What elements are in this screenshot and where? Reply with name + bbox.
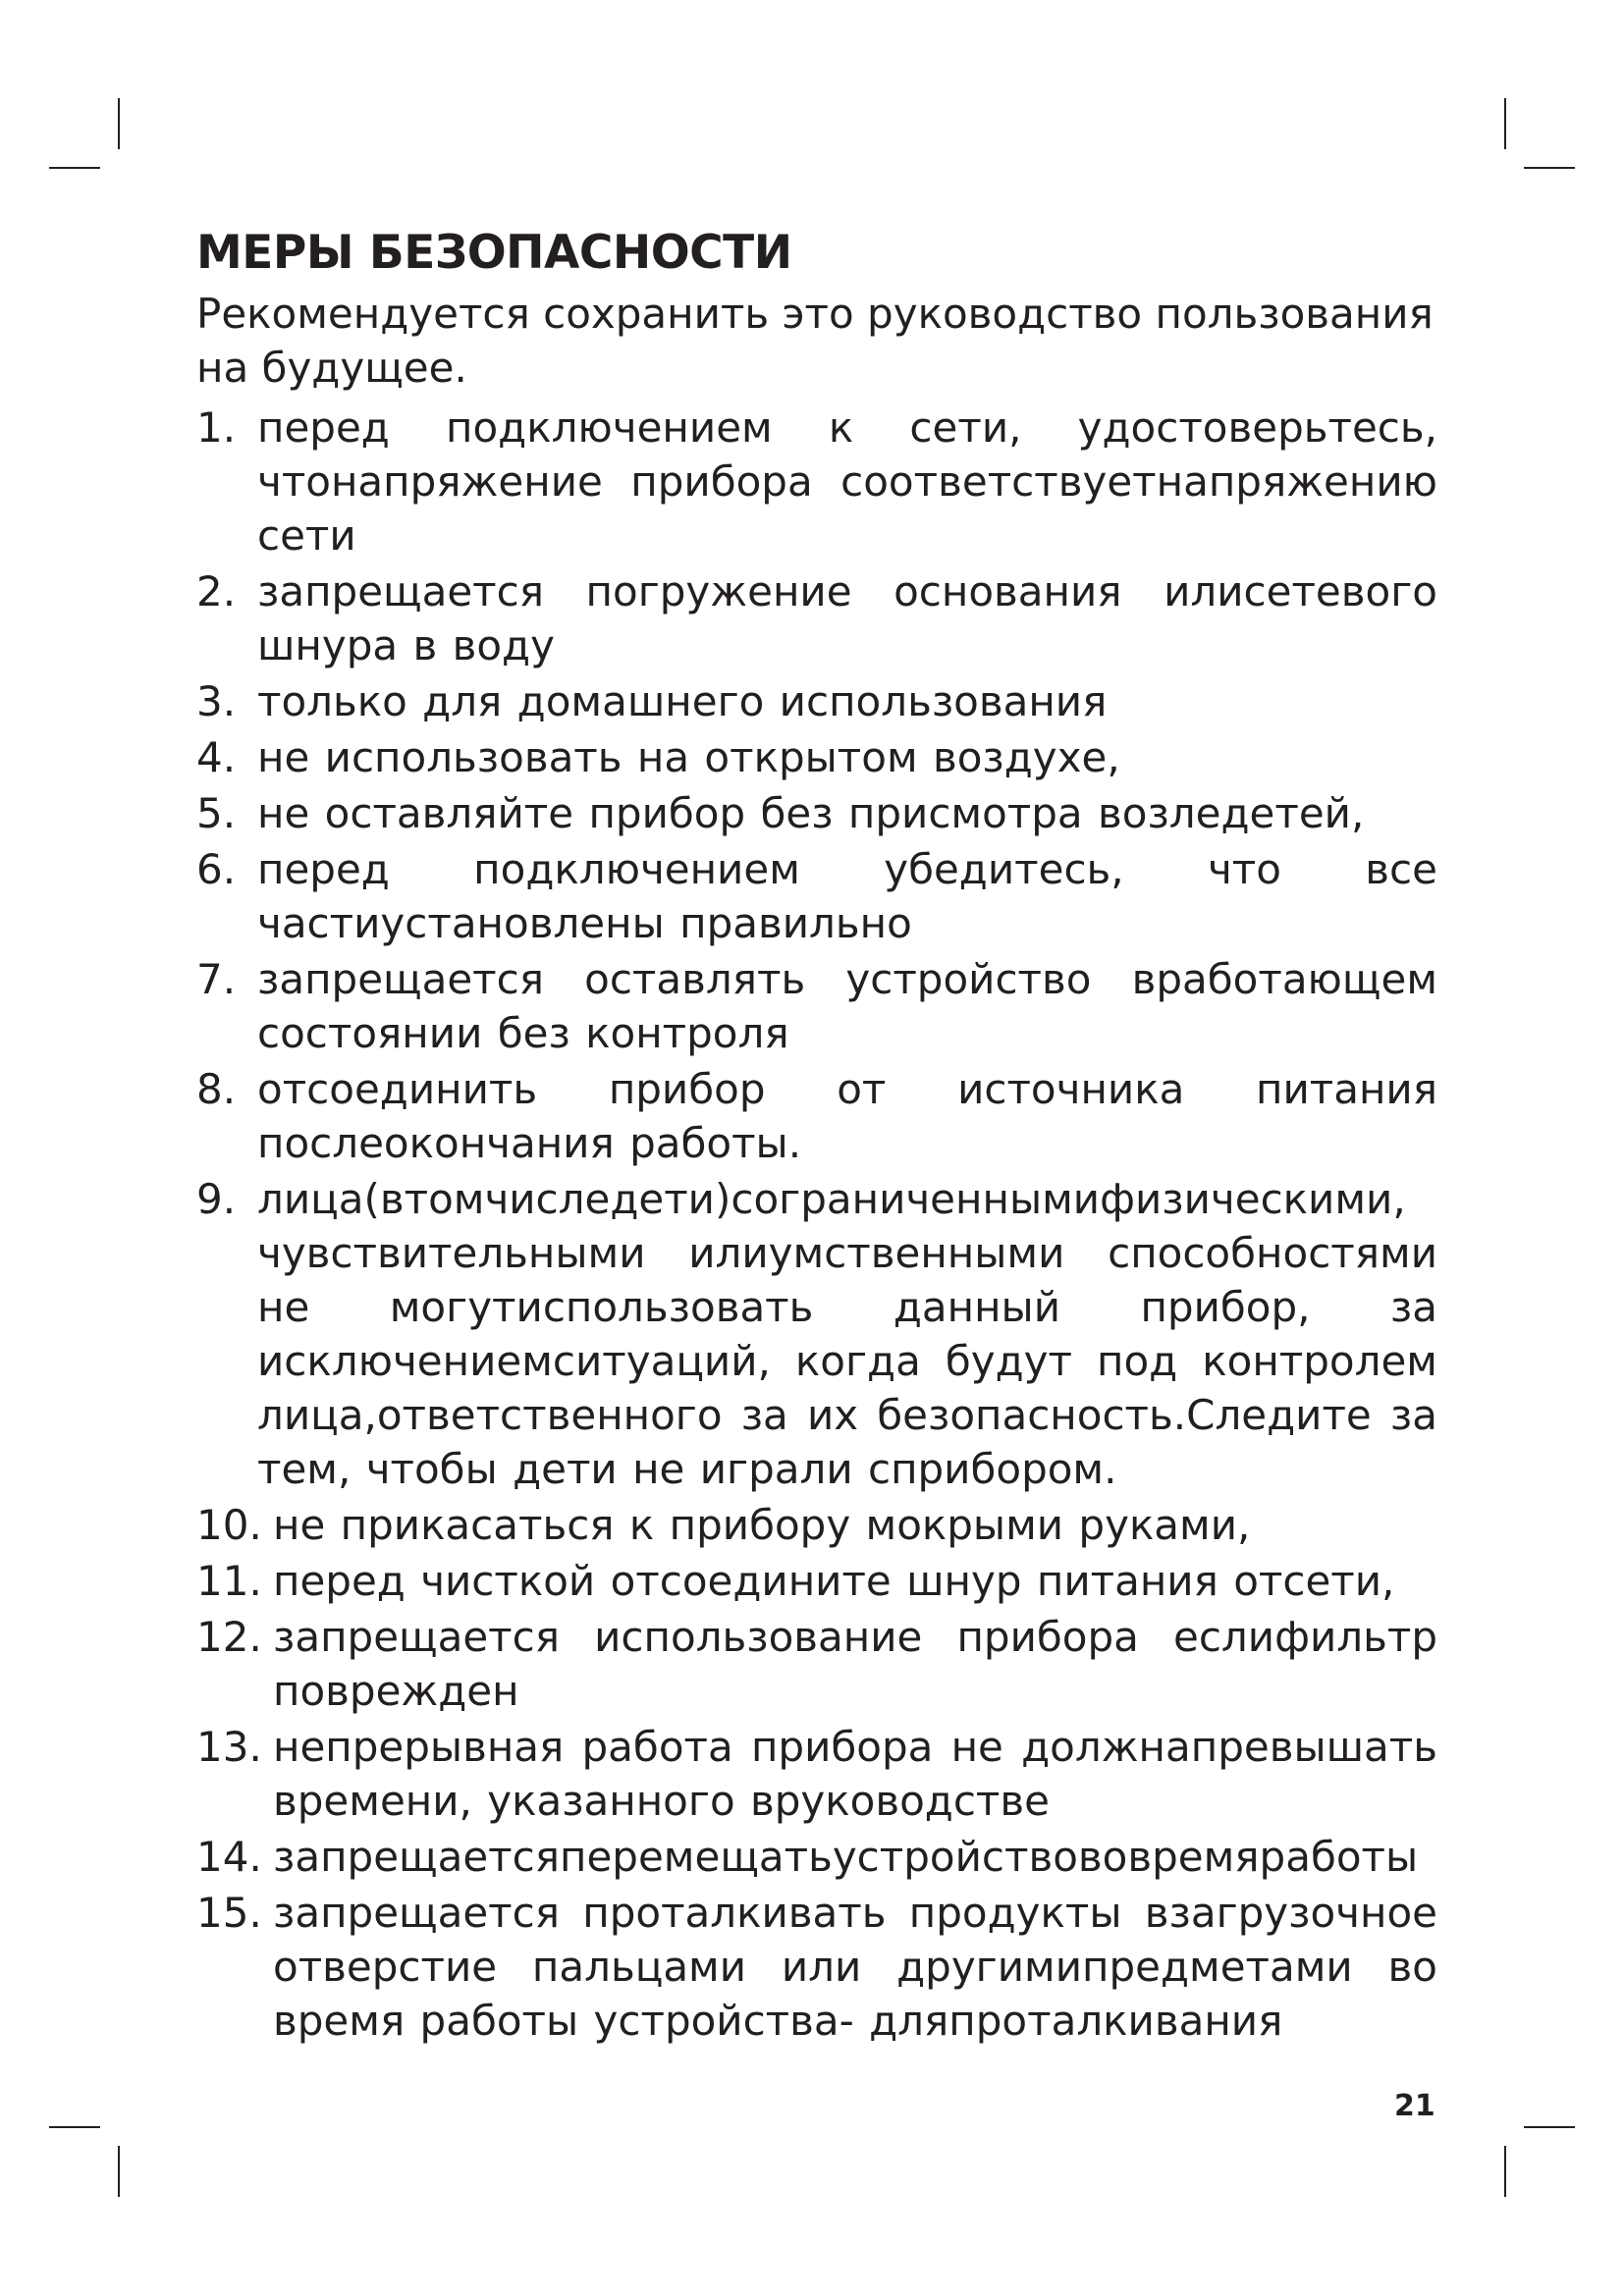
list-item-number: 4. bbox=[196, 733, 237, 782]
list-item bbox=[196, 400, 1437, 562]
list-item-number: 8. bbox=[196, 1065, 237, 1114]
list-item bbox=[196, 1886, 1437, 2048]
list-item bbox=[196, 842, 1437, 950]
list-item-number: 6. bbox=[196, 845, 237, 894]
list-item-number: 9. bbox=[196, 1175, 237, 1224]
list-item-number: 15. bbox=[196, 1889, 262, 1938]
crop-mark-bottom-right-vertical bbox=[1504, 2146, 1506, 2197]
list-item-number: 11. bbox=[196, 1557, 262, 1606]
list-item bbox=[196, 730, 1437, 784]
list-item bbox=[196, 674, 1437, 728]
list-item-text: запрещается проталкивать продукты взагрузочное отверстие пальцами или другимипредметами во время работы устройства- дляпроталкивания bbox=[273, 1889, 1437, 2046]
list-item-text: непрерывная работа прибора не должнапревышать времени, указанного вруководстве bbox=[273, 1723, 1437, 1826]
page-number: 21 bbox=[1394, 2089, 1435, 2123]
list-item-number: 12. bbox=[196, 1613, 262, 1662]
intro-text: Рекомендуется сохранить это руководство пользования на будущее. bbox=[196, 290, 1434, 393]
list-item bbox=[196, 1062, 1437, 1170]
list-item-number: 2. bbox=[196, 567, 237, 616]
safety-list bbox=[196, 400, 1437, 2048]
list-item-text: перед чисткой отсоедините шнур питания отсети, bbox=[273, 1557, 1395, 1606]
crop-mark-top-left-horizontal bbox=[49, 167, 100, 169]
list-item-text: не прикасаться к прибору мокрыми руками, bbox=[273, 1501, 1251, 1550]
safety-section bbox=[196, 226, 1437, 2050]
list-item bbox=[196, 1498, 1437, 1552]
list-item-text: отсоединить прибор от источника питания послеокончания работы. bbox=[257, 1065, 1437, 1168]
list-item bbox=[196, 1554, 1437, 1608]
list-item-number: 10. bbox=[196, 1501, 262, 1550]
list-item bbox=[196, 1610, 1437, 1718]
list-item-text: запрещается оставлять устройство вработающем состоянии без контроля bbox=[257, 955, 1437, 1058]
list-item-text: запрещаетсяперемещатьустройствововремяработы bbox=[273, 1833, 1419, 1882]
list-item bbox=[196, 952, 1437, 1060]
list-item-text: запрещается использование прибора еслифильтр поврежден bbox=[273, 1613, 1437, 1716]
list-item-number: 5. bbox=[196, 789, 237, 838]
section-title: МЕРЫ БЕЗОПАСНОСТИ bbox=[196, 226, 792, 280]
list-item-text: запрещается погружение основания илисетевого шнура в воду bbox=[257, 567, 1437, 670]
crop-mark-top-right-horizontal bbox=[1524, 167, 1575, 169]
crop-mark-bottom-left-horizontal bbox=[49, 2126, 100, 2128]
crop-mark-bottom-left-vertical bbox=[118, 2146, 120, 2197]
list-item-text: лица(втомчиследети)сограниченнымифизическими, чувствительными илиумственными способностями не могутиспользовать данный прибор, за исключениемситуаций, когда будут под контролем лица,ответственного за их безопасность.Следите за тем, чтобы дети не играли сприбором. bbox=[257, 1175, 1437, 1494]
list-item-number: 1. bbox=[196, 403, 237, 453]
list-item bbox=[196, 1720, 1437, 1828]
list-item-number: 7. bbox=[196, 955, 237, 1004]
list-item-number: 13. bbox=[196, 1723, 262, 1772]
list-item-number: 14. bbox=[196, 1833, 262, 1882]
list-item-text: перед подключением убедитесь, что все частиустановлены правильно bbox=[257, 845, 1437, 948]
list-item-number: 3. bbox=[196, 677, 237, 726]
list-item bbox=[196, 564, 1437, 672]
crop-mark-top-left-vertical bbox=[118, 98, 120, 149]
list-item-text: перед подключением к сети, удостоверьтесь, чтонапряжение прибора соответствуетнапряжению сети bbox=[257, 403, 1437, 561]
crop-mark-top-right-vertical bbox=[1504, 98, 1506, 149]
list-item bbox=[196, 786, 1437, 840]
list-item-text: не оставляйте прибор без присмотра возледетей, bbox=[257, 789, 1365, 838]
list-item bbox=[196, 1830, 1437, 1884]
list-item bbox=[196, 1172, 1437, 1496]
list-item-text: не использовать на открытом воздухе, bbox=[257, 733, 1120, 782]
list-item-text: только для домашнего использования bbox=[257, 677, 1108, 726]
crop-mark-bottom-right-horizontal bbox=[1524, 2126, 1575, 2128]
